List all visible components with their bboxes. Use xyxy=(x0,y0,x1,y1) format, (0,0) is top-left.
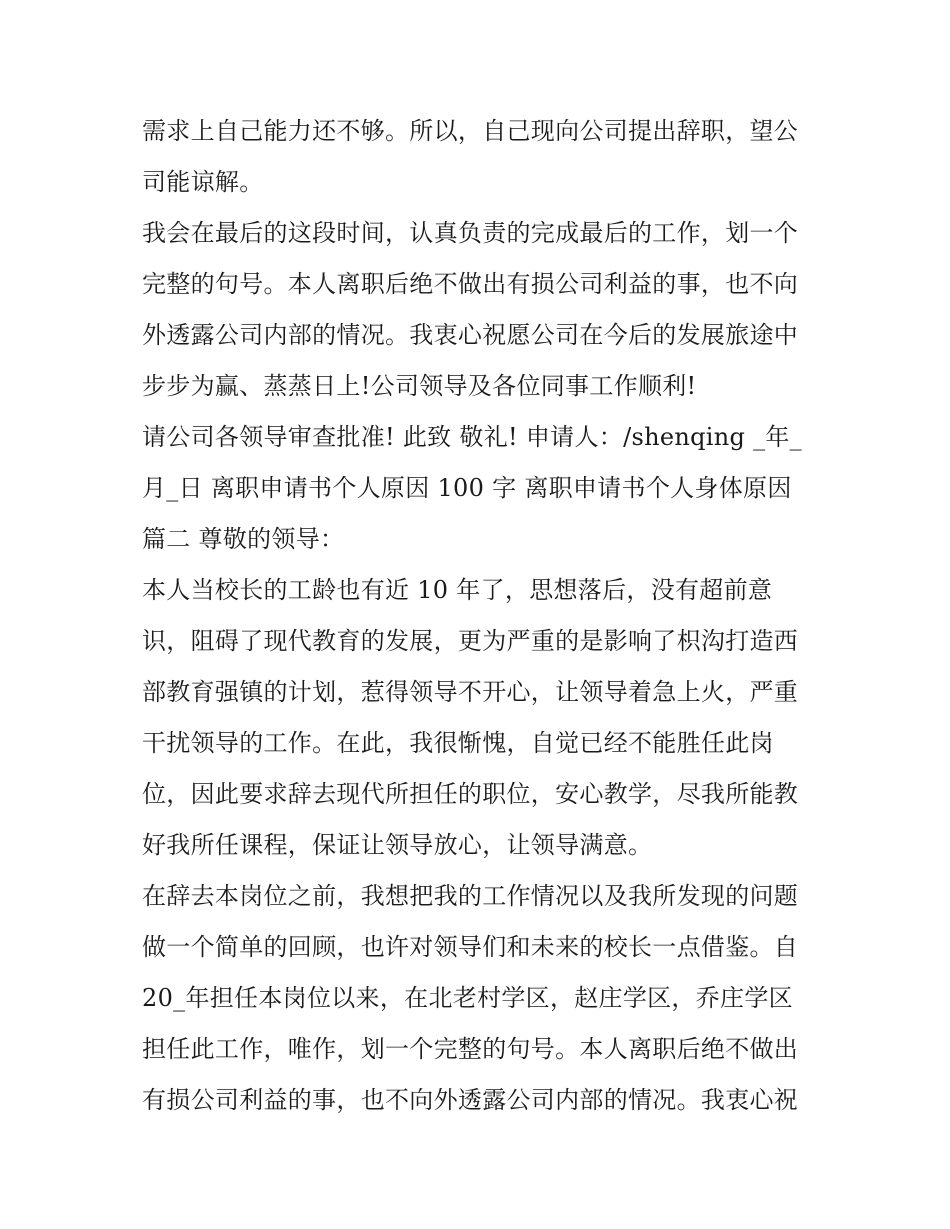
text-line: 20_年担任本岗位以来，在北老村学区，赵庄学区，乔庄学区 xyxy=(142,984,793,1012)
text-line: 好我所任课程，保证让领导放心，让领导满意。 xyxy=(142,831,653,859)
text-line: 我会在最后的这段时间，认真负责的完成最后的工作，划一个 xyxy=(142,219,799,247)
text-line: 月_日 离职申请书个人原因 100 字 离职申请书个人身体原因 xyxy=(142,474,792,502)
text-line: 本人当校长的工龄也有近 10 年了，思想落后，没有超前意 xyxy=(142,576,773,604)
section-heading-line: 篇二 尊敬的领导： xyxy=(142,525,345,553)
document-body xyxy=(142,106,842,1126)
text-line: 步步为赢、蒸蒸日上!公司领导及各位同事工作顺利! xyxy=(142,372,697,400)
text-line: 担任此工作，唯作，划一个完整的句号。本人离职后绝不做出 xyxy=(142,1035,799,1063)
text-line: 部教育强镇的计划，惹得领导不开心，让领导着急上火，严重 xyxy=(142,678,799,706)
text-line: 位，因此要求辞去现代所担任的职位，安心教学，尽我所能教 xyxy=(142,780,799,808)
text-line: 做一个简单的回顾，也许对领导们和未来的校长一点借鉴。自 xyxy=(142,933,799,961)
text-line: 干扰领导的工作。在此，我很惭愧，自觉已经不能胜任此岗 xyxy=(142,729,774,757)
text-line: 有损公司利益的事，也不向外透露公司内部的情况。我衷心祝 xyxy=(142,1086,799,1114)
text-line: 完整的句号。本人离职后绝不做出有损公司利益的事，也不向 xyxy=(142,270,799,298)
text-line: 需求上自己能力还不够。所以，自己现向公司提出辞职，望公 xyxy=(142,117,799,145)
text-line: 识，阻碍了现代教育的发展，更为严重的是影响了枳沟打造西 xyxy=(142,627,799,655)
text-line: 在辞去本岗位之前，我想把我的工作情况以及我所发现的问题 xyxy=(142,882,799,910)
text-line: 请公司各领导审查批准! 此致 敬礼! 申请人：/shenqing _年_ xyxy=(142,423,802,451)
text-line: 司能谅解。 xyxy=(142,168,264,196)
text-line: 外透露公司内部的情况。我衷心祝愿公司在今后的发展旅途中 xyxy=(142,321,799,349)
